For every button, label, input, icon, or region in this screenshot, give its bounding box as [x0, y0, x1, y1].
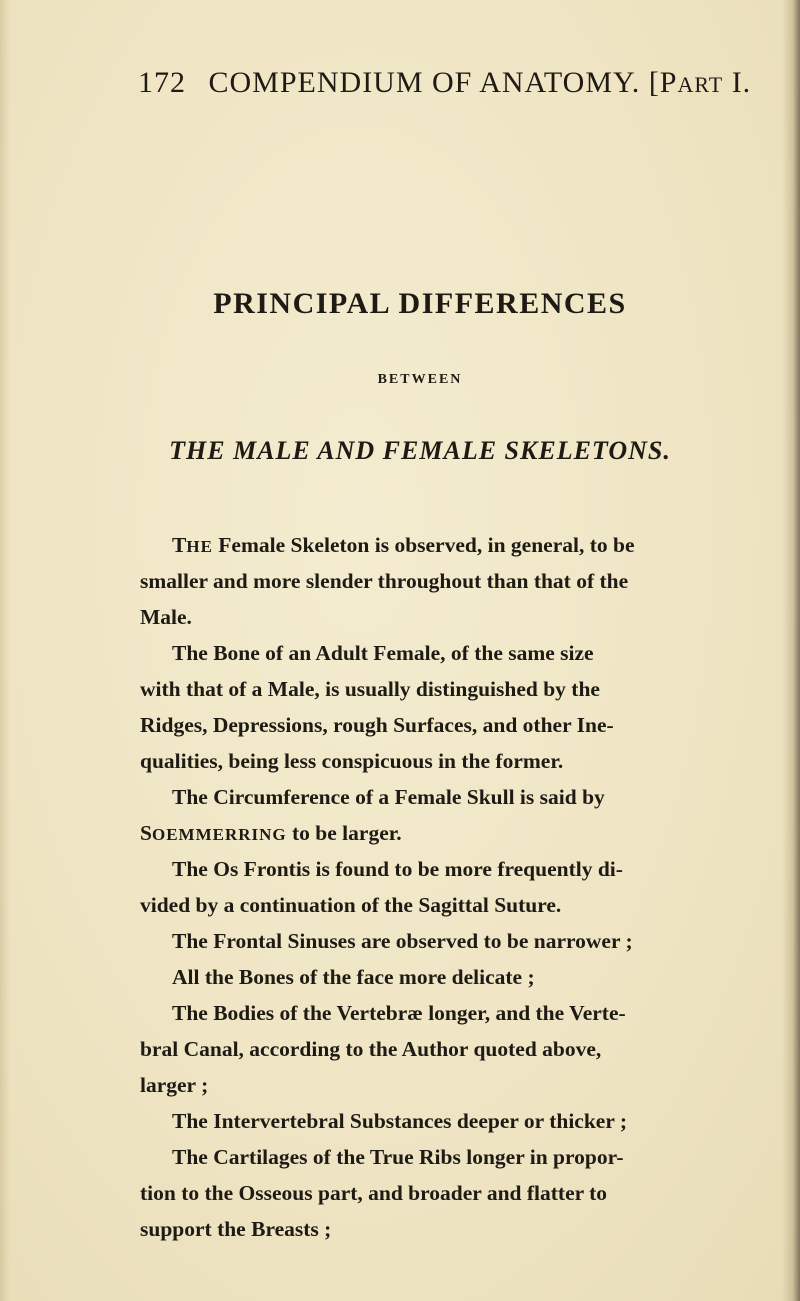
text-line: THE Female Skeleton is observed, in general, to be	[172, 533, 635, 557]
text-line: Ridges, Depressions, rough Surfaces, and other Ine-	[140, 713, 614, 737]
section-subtitle: THE MALE AND FEMALE SKELETONS.	[169, 436, 671, 465]
running-head	[138, 66, 778, 100]
text-line: The Bodies of the Vertebræ longer, and the Verte-	[172, 1001, 626, 1025]
section-between: BETWEEN	[377, 372, 463, 387]
page-left-shadow	[0, 0, 10, 1301]
page-number: 172	[138, 66, 186, 99]
text-line: All the Bones of the face more delicate ;	[172, 965, 535, 989]
text-line: vided by a continuation of the Sagittal Suture.	[140, 893, 562, 917]
text-line: The Bone of an Adult Female, of the same size	[172, 641, 594, 665]
text-line: with that of a Male, is usually distinguished by the	[140, 677, 600, 701]
text-line: larger ;	[140, 1073, 209, 1097]
text-line: SOEMMERRING to be larger.	[140, 821, 402, 845]
text-line: The Circumference of a Female Skull is said by	[172, 785, 605, 809]
text-line: The Intervertebral Substances deeper or thicker ;	[172, 1109, 628, 1133]
text-line: bral Canal, according to the Author quoted above,	[140, 1037, 602, 1061]
body-text	[140, 527, 770, 1247]
text-line: The Frontal Sinuses are observed to be narrower ;	[172, 929, 633, 953]
text-line: tion to the Osseous part, and broader and flatter to	[140, 1181, 608, 1205]
text-line: qualities, being less conspicuous in the former.	[140, 749, 564, 773]
text-line: Male.	[140, 605, 192, 629]
text-line: The Cartilages of the True Ribs longer in propor-	[172, 1145, 624, 1169]
page-right-shadow	[782, 0, 800, 1301]
text-line: support the Breasts ;	[140, 1217, 332, 1241]
part-label: [PART I.	[648, 66, 752, 99]
text-line: smaller and more slender throughout than that of the	[140, 569, 629, 593]
section-title: PRINCIPAL DIFFERENCES	[213, 287, 627, 320]
text-line: The Os Frontis is found to be more frequently di-	[172, 857, 623, 881]
running-title: COMPENDIUM OF ANATOMY.	[208, 66, 641, 99]
